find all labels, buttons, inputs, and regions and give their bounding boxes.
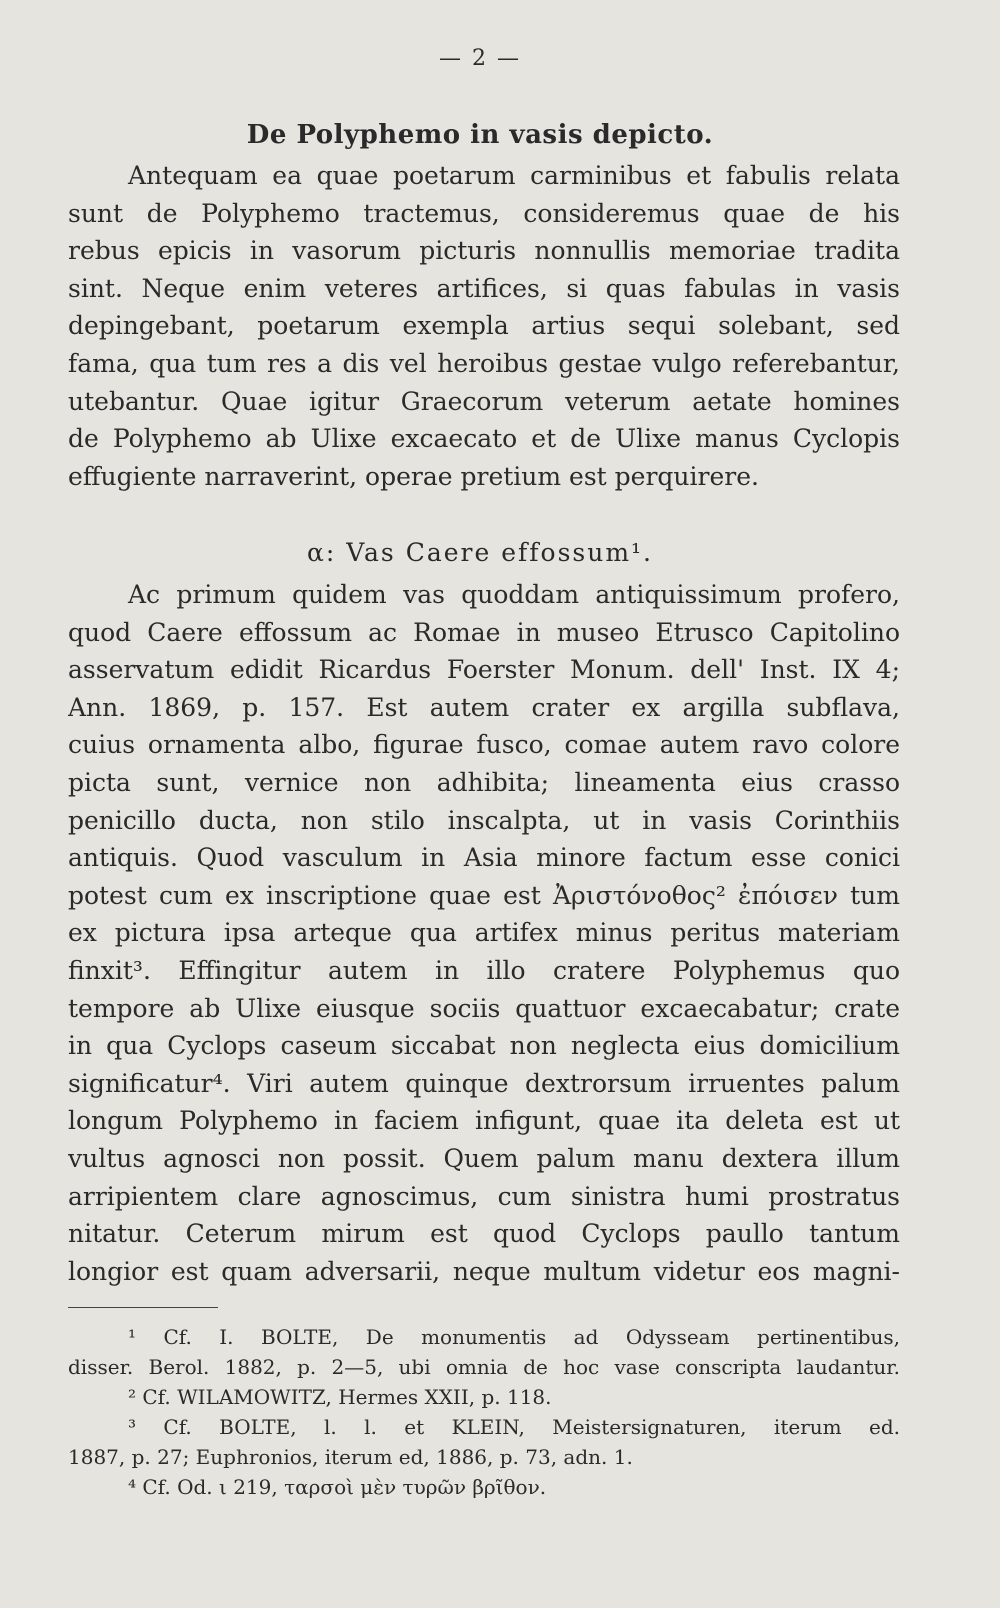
text-line: vultus agnosci non possit. Quem palum manu dextera illum <box>68 1143 900 1173</box>
text-line: rebus epicis in vasorum picturis nonnullis memoriae tradita <box>68 236 900 266</box>
text-line: antiquis. Quod vasculum in Asia minore factum esse conici <box>68 843 900 873</box>
text-line: asservatum edidit Ricardus Foerster Monum. dell' Inst. IX 4; <box>68 655 900 685</box>
text-line: sint. Neque enim veteres artifices, si quas fabulas in vasis <box>68 273 900 303</box>
footnotes <box>68 1322 900 1502</box>
text-line: penicillo ducta, non stilo inscalpta, ut in vasis Corinthiis <box>68 805 900 835</box>
text-line: in qua Cyclops caseum siccabat non neglecta eius domicilium <box>68 1031 900 1061</box>
text-line: tempore ab Ulixe eiusque sociis quattuor excaecabatur; crate <box>68 993 900 1023</box>
text-line: de Polyphemo ab Ulixe excaecato et de Ulixe manus Cyclopis <box>68 424 900 454</box>
text-line: finxit³. Effingitur autem in illo cratere Polyphemus quo <box>68 955 900 985</box>
text-line: sunt de Polyphemo tractemus, consideremus quae de his <box>68 198 900 228</box>
page-number: — 2 — <box>439 46 521 71</box>
text-line: arripientem clare agnoscimus, cum sinistra humi prostratus <box>68 1181 900 1211</box>
text-line: effugiente narraverint, operae pretium est perquirere. <box>68 461 759 491</box>
footnote-line: 1887, p. 27; Euphronios, iterum ed, 1886, p. 73, adn. 1. <box>68 1445 633 1469</box>
footnote-separator <box>68 1307 218 1308</box>
footnote-line: ⁴ Cf. Od. ι 219, ταρσοὶ μὲν τυρῶν βρῖθον. <box>128 1475 547 1499</box>
text-line: fama, qua tum res a dis vel heroibus gestae vulgo referebantur, <box>68 348 900 378</box>
footnote-line: disser. Berol. 1882, p. 2—5, ubi omnia de hoc vase conscripta laudantur. <box>68 1355 900 1379</box>
text-line: Ac primum quidem vas quoddam antiquissimum profero, <box>128 580 900 609</box>
subsection-heading: α: Vas Caere effossum¹. <box>307 538 653 567</box>
text-line: utebantur. Quae igitur Graecorum veterum aetate homines <box>68 386 900 416</box>
footnote-line: ³ Cf. BOLTE, l. l. et KLEIN, Meistersignaturen, iterum ed. <box>128 1415 900 1439</box>
text-line: depingebant, poetarum exempla artius sequi solebant, sed <box>68 311 900 341</box>
footnote-line: ¹ Cf. I. BOLTE, De monumentis ad Odysseam pertinentibus, <box>128 1325 900 1349</box>
text-line: Antequam ea quae poetarum carminibus et fabulis relata <box>128 161 900 190</box>
text-line: cuius ornamenta albo, figurae fusco, comae autem ravo colore <box>68 730 900 760</box>
text-line: longum Polyphemo in faciem infigunt, quae ita deleta est ut <box>68 1106 900 1136</box>
text-line: Ann. 1869, p. 157. Est autem crater ex argilla subflava, <box>68 692 900 722</box>
footnote-line: ² Cf. WILAMOWITZ, Hermes XXII, p. 118. <box>128 1385 552 1409</box>
text-line: nitatur. Ceterum mirum est quod Cyclops paullo tantum <box>68 1219 900 1249</box>
text-line: quod Caere effossum ac Romae in museo Etrusco Capitolino <box>68 617 900 647</box>
text-line: ex pictura ipsa arteque qua artifex minus peritus materiam <box>68 918 900 948</box>
subsection-heading-block <box>0 533 960 573</box>
text-line: potest cum ex inscriptione quae est Ἀριστόνοθος² ἐπόισεν tum <box>68 880 900 910</box>
section-heading: De Polyphemo in vasis depicto. <box>246 120 714 150</box>
text-line: longior est quam adversarii, neque multum videtur eos magni- <box>68 1256 900 1286</box>
paragraph-1 <box>68 157 900 495</box>
paragraph-2 <box>68 576 900 1290</box>
text-line: picta sunt, vernice non adhibita; lineamenta eius crasso <box>68 767 900 797</box>
text-line: significatur⁴. Viri autem quinque dextrorsum irruentes palum <box>68 1068 900 1098</box>
